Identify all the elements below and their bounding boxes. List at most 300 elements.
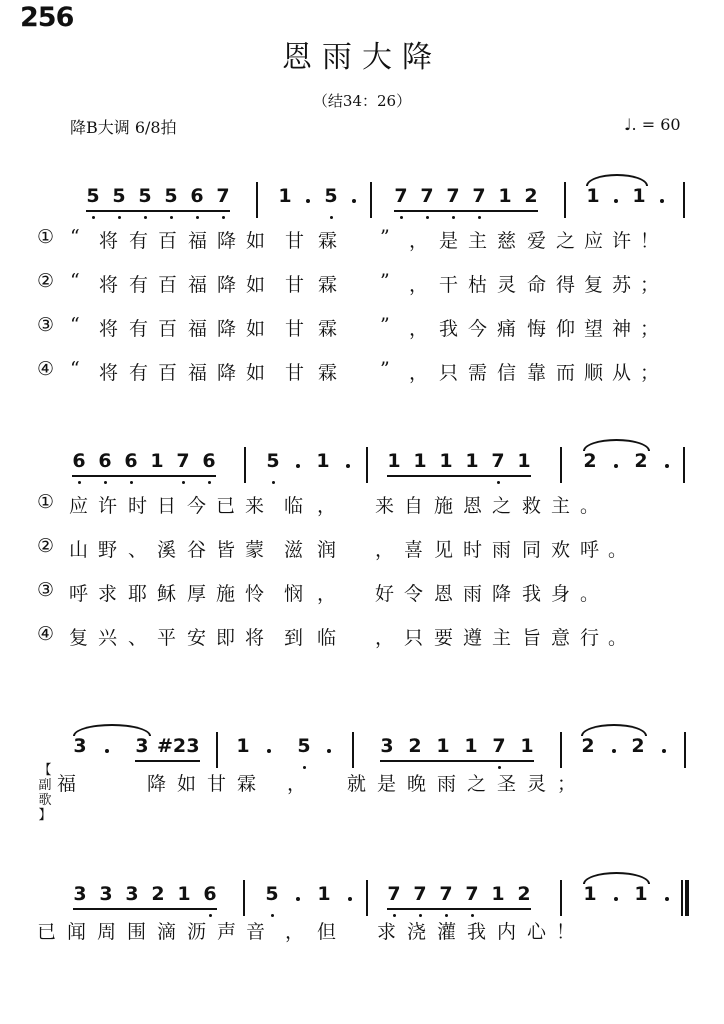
lyric-char: 霖 xyxy=(318,318,338,340)
lyric-char: 有 xyxy=(129,274,149,296)
note: 2 xyxy=(581,735,595,757)
barline xyxy=(683,447,685,483)
eighth-underline xyxy=(387,908,531,910)
lyric-char: 许 xyxy=(98,495,118,517)
lyric-char: 。 xyxy=(580,583,600,605)
lyric-char: 福 xyxy=(188,362,208,384)
lyric-char: ③ xyxy=(37,579,55,601)
lyric-char: 顺 xyxy=(584,362,604,384)
lyric-char: ④ xyxy=(37,358,55,380)
lyric-char: 厚 xyxy=(187,583,207,605)
lyric-char: 福 xyxy=(188,230,208,252)
lyric-char: 谷 xyxy=(187,539,207,561)
note: 1 xyxy=(236,735,250,757)
note: 7 xyxy=(216,185,230,207)
note: 7 xyxy=(492,735,506,757)
lyric-char: 今 xyxy=(468,318,488,340)
lyric-char: 时 xyxy=(128,495,148,517)
note: 5 xyxy=(112,185,126,207)
lyric-char: 滴 xyxy=(157,921,177,943)
lyric-char: 浇 xyxy=(407,921,427,943)
low-octave-dot xyxy=(272,481,275,484)
lyric-char: ” xyxy=(380,226,390,248)
note: 2 xyxy=(151,883,165,905)
duration-dot xyxy=(267,749,271,753)
lyric-char: 如 xyxy=(246,274,266,296)
lyric-char: ③ xyxy=(37,314,55,336)
lyric-char: 声 xyxy=(217,921,237,943)
duration-dot xyxy=(105,749,109,753)
lyric-char: 将 xyxy=(245,627,265,649)
lyric-char: 霖 xyxy=(237,773,257,795)
lyric-char: ② xyxy=(37,270,55,292)
lyric-char: 施 xyxy=(216,583,236,605)
note: #2 xyxy=(157,735,187,757)
duration-dot xyxy=(662,749,666,753)
lyric-char: “ xyxy=(70,358,80,380)
duration-dot xyxy=(660,199,664,203)
lyric-char: 我 xyxy=(467,921,487,943)
lyric-line xyxy=(37,623,697,653)
lyric-char: 得 xyxy=(556,274,576,296)
lyric-char: 霖 xyxy=(318,274,338,296)
barline xyxy=(370,182,372,218)
note: 2 xyxy=(583,450,597,472)
lyric-char: 之 xyxy=(492,495,512,517)
duration-dot xyxy=(665,464,669,468)
lyric-char: 只 xyxy=(439,362,459,384)
lyric-char: 悔 xyxy=(527,318,547,340)
note: 3 xyxy=(73,883,87,905)
refrain-label: 【 副 歌 】 xyxy=(38,763,52,823)
low-octave-dot xyxy=(104,481,107,484)
lyric-char: 欢 xyxy=(551,539,571,561)
lyric-char: 蒙 xyxy=(245,539,265,561)
lyric-char: 旨 xyxy=(522,627,542,649)
tie-arc xyxy=(583,872,650,884)
lyric-char: 行 xyxy=(580,627,600,649)
duration-dot xyxy=(327,749,331,753)
lyric-char: ， xyxy=(409,230,429,252)
lyric-char: ” xyxy=(380,314,390,336)
lyric-char: 如 xyxy=(246,230,266,252)
lyric-char: ； xyxy=(557,773,577,795)
lyric-char: 但 xyxy=(317,921,337,943)
low-octave-dot xyxy=(170,216,173,219)
lyric-char: 内 xyxy=(497,921,517,943)
lyric-char: 百 xyxy=(158,230,178,252)
hymn-number: 256 xyxy=(20,2,74,33)
lyric-line xyxy=(37,535,697,565)
lyric-char: “ xyxy=(70,270,80,292)
note: 7 xyxy=(176,450,190,472)
lyric-char: 来 xyxy=(375,495,395,517)
lyric-char: 需 xyxy=(468,362,488,384)
lyric-char: 从 xyxy=(612,362,632,384)
note: 1 xyxy=(278,185,292,207)
lyric-char: ， xyxy=(409,318,429,340)
note: 2 xyxy=(517,883,531,905)
lyric-char: 圣 xyxy=(497,773,517,795)
lyric-char: 野 xyxy=(98,539,118,561)
note: 2 xyxy=(524,185,538,207)
lyric-char: 干 xyxy=(439,274,459,296)
note: 5 xyxy=(265,883,279,905)
barline xyxy=(366,447,368,483)
lyric-char: 要 xyxy=(434,627,454,649)
note: 1 xyxy=(150,450,164,472)
lyric-char: 是 xyxy=(439,230,459,252)
note: 1 xyxy=(498,185,512,207)
lyric-char: ！ xyxy=(556,921,576,943)
lyric-char: 溪 xyxy=(157,539,177,561)
note: 1 xyxy=(465,450,479,472)
hymn-title: 恩雨大降 xyxy=(282,40,442,75)
note: 1 xyxy=(177,883,191,905)
note: 3 xyxy=(99,883,113,905)
duration-dot xyxy=(346,464,350,468)
note: 1 xyxy=(586,185,600,207)
note: 1 xyxy=(413,450,427,472)
lyric-char: 降 xyxy=(217,362,237,384)
lyric-char: ， xyxy=(317,495,337,517)
low-octave-dot xyxy=(78,481,81,484)
duration-dot xyxy=(614,199,618,203)
lyric-char: 同 xyxy=(522,539,542,561)
lyric-char: 百 xyxy=(158,362,178,384)
lyric-char: 枯 xyxy=(468,274,488,296)
lyric-char: 恩 xyxy=(434,583,454,605)
note: 1 xyxy=(436,735,450,757)
lyric-char: ① xyxy=(37,226,55,248)
lyric-char: 晚 xyxy=(407,773,427,795)
note: 2 xyxy=(634,450,648,472)
lyric-char: 日 xyxy=(157,495,177,517)
lyric-char: 应 xyxy=(69,495,89,517)
lyric-char: ， xyxy=(317,583,337,605)
duration-dot xyxy=(665,897,669,901)
note: 1 xyxy=(439,450,453,472)
note: 7 xyxy=(387,883,401,905)
final-barline-thin xyxy=(681,880,683,916)
lyric-char: 雨 xyxy=(437,773,457,795)
barline xyxy=(560,732,562,768)
lyric-char: 之 xyxy=(556,230,576,252)
lyric-char: ” xyxy=(380,270,390,292)
note: 2 xyxy=(631,735,645,757)
lyric-line xyxy=(37,314,697,344)
note: 1 xyxy=(387,450,401,472)
note: 5 xyxy=(138,185,152,207)
lyric-char: 恩 xyxy=(463,495,483,517)
note: 6 xyxy=(98,450,112,472)
lyric-char: 自 xyxy=(404,495,424,517)
eighth-underline xyxy=(73,908,217,910)
lyric-char: 已 xyxy=(37,921,57,943)
lyric-char: ② xyxy=(37,535,55,557)
lyric-char: 仰 xyxy=(556,318,576,340)
lyric-char: 将 xyxy=(99,362,119,384)
lyric-line xyxy=(37,491,697,521)
lyric-char: 雨 xyxy=(463,583,483,605)
lyric-char: 到 xyxy=(284,627,304,649)
lyric-char: 霖 xyxy=(318,230,338,252)
lyric-char: ； xyxy=(640,274,660,296)
lyric-char: 命 xyxy=(527,274,547,296)
barline xyxy=(560,447,562,483)
lyric-char: 有 xyxy=(129,318,149,340)
lyric-char: 稣 xyxy=(157,583,177,605)
lyric-char: 而 xyxy=(556,362,576,384)
lyric-char: 求 xyxy=(377,921,397,943)
lyric-char: 好 xyxy=(375,583,395,605)
lyric-char: 山 xyxy=(69,539,89,561)
note: 1 xyxy=(491,883,505,905)
lyric-char: 周 xyxy=(97,921,117,943)
note: 1 xyxy=(583,883,597,905)
low-octave-dot xyxy=(182,481,185,484)
note: 3 xyxy=(186,735,200,757)
lyric-char: 、 xyxy=(128,539,148,561)
low-octave-dot xyxy=(118,216,121,219)
barline xyxy=(244,447,246,483)
lyric-char: 心 xyxy=(527,921,547,943)
duration-dot xyxy=(296,464,300,468)
low-octave-dot xyxy=(330,216,333,219)
note: 3 xyxy=(73,735,87,757)
lyric-char: 怜 xyxy=(245,583,265,605)
lyric-char: 主 xyxy=(468,230,488,252)
low-octave-dot xyxy=(222,216,225,219)
low-octave-dot xyxy=(426,216,429,219)
lyric-char: 是 xyxy=(377,773,397,795)
lyric-line xyxy=(37,270,697,300)
lyric-char: 降 xyxy=(492,583,512,605)
eighth-underline xyxy=(86,210,230,212)
key-signature: 降B大调 6/8拍 xyxy=(70,118,177,137)
lyric-char: 如 xyxy=(246,318,266,340)
lyric-char: 施 xyxy=(434,495,454,517)
low-octave-dot xyxy=(130,481,133,484)
lyric-char: 神 xyxy=(612,318,632,340)
tie-arc xyxy=(73,724,151,736)
lyric-char: 灌 xyxy=(437,921,457,943)
low-octave-dot xyxy=(208,481,211,484)
low-octave-dot xyxy=(497,481,500,484)
lyric-char: ； xyxy=(640,362,660,384)
note: 7 xyxy=(394,185,408,207)
note: 1 xyxy=(634,883,648,905)
tie-arc xyxy=(586,174,648,186)
lyric-line xyxy=(37,579,697,609)
note: 5 xyxy=(86,185,100,207)
lyric-char: 令 xyxy=(404,583,424,605)
duration-dot xyxy=(348,897,352,901)
lyric-char: 降 xyxy=(217,318,237,340)
barline xyxy=(564,182,566,218)
note: 2 xyxy=(408,735,422,757)
lyric-char: 遵 xyxy=(463,627,483,649)
lyric-char: 痛 xyxy=(497,318,517,340)
final-barline xyxy=(685,880,689,916)
lyric-char: 甘 xyxy=(207,773,227,795)
lyric-char: 将 xyxy=(99,274,119,296)
lyric-char: 如 xyxy=(177,773,197,795)
lyric-char: 信 xyxy=(497,362,517,384)
barline xyxy=(352,732,354,768)
lyric-char: 平 xyxy=(157,627,177,649)
lyric-char: 今 xyxy=(187,495,207,517)
eighth-underline xyxy=(380,760,534,762)
lyric-char: 皆 xyxy=(216,539,236,561)
lyric-char: 望 xyxy=(584,318,604,340)
lyric-char: 临 xyxy=(284,495,304,517)
lyric-char: 复 xyxy=(69,627,89,649)
barline xyxy=(366,880,368,916)
low-octave-dot xyxy=(400,216,403,219)
lyric-char: 有 xyxy=(129,362,149,384)
eighth-underline xyxy=(72,475,216,477)
eighth-underline xyxy=(387,475,531,477)
lyric-char: 靠 xyxy=(527,362,547,384)
note: 6 xyxy=(202,450,216,472)
lyric-char: 我 xyxy=(522,583,542,605)
lyric-char: 呼 xyxy=(580,539,600,561)
lyric-char: ， xyxy=(409,362,429,384)
lyric-char: 灵 xyxy=(527,773,547,795)
lyric-char: 爱 xyxy=(527,230,547,252)
duration-dot xyxy=(614,897,618,901)
lyric-char: 。 xyxy=(580,495,600,517)
lyric-char: 救 xyxy=(522,495,542,517)
lyric-char: 降 xyxy=(147,773,167,795)
lyric-char: 时 xyxy=(463,539,483,561)
lyric-char: 霖 xyxy=(318,362,338,384)
note: 5 xyxy=(324,185,338,207)
note: 7 xyxy=(465,883,479,905)
lyric-char: 悯 xyxy=(284,583,304,605)
note: 6 xyxy=(203,883,217,905)
note: 7 xyxy=(420,185,434,207)
lyric-char: 临 xyxy=(317,627,337,649)
lyric-char: 苏 xyxy=(612,274,632,296)
lyric-char: 就 xyxy=(347,773,367,795)
low-octave-dot xyxy=(452,216,455,219)
lyric-char: 只 xyxy=(404,627,424,649)
lyric-char: 耶 xyxy=(128,583,148,605)
scripture-reference: （结34：26） xyxy=(312,92,412,110)
low-octave-dot xyxy=(196,216,199,219)
lyric-char: 润 xyxy=(317,539,337,561)
note: 5 xyxy=(164,185,178,207)
lyric-char: 身 xyxy=(551,583,571,605)
low-octave-dot xyxy=(144,216,147,219)
lyric-char: 安 xyxy=(187,627,207,649)
lyric-char: 呼 xyxy=(69,583,89,605)
lyric-char: 百 xyxy=(158,274,178,296)
lyric-char: ， xyxy=(375,627,395,649)
note: 7 xyxy=(491,450,505,472)
lyric-char: ， xyxy=(285,921,305,943)
lyric-char: 。 xyxy=(608,539,628,561)
lyric-char: 、 xyxy=(128,627,148,649)
lyric-char: 甘 xyxy=(285,362,305,384)
lyric-char: 主 xyxy=(551,495,571,517)
lyric-char: 有 xyxy=(129,230,149,252)
note: 3 xyxy=(135,735,149,757)
note: 6 xyxy=(72,450,86,472)
lyric-char: 将 xyxy=(99,318,119,340)
lyric-char: 见 xyxy=(434,539,454,561)
lyric-char: ， xyxy=(287,773,307,795)
lyric-char: 降 xyxy=(217,274,237,296)
lyric-char: 。 xyxy=(608,627,628,649)
note: 6 xyxy=(190,185,204,207)
lyric-char: 复 xyxy=(584,274,604,296)
lyric-char: 甘 xyxy=(285,274,305,296)
barline xyxy=(243,880,245,916)
note: 1 xyxy=(632,185,646,207)
lyric-char: ， xyxy=(375,539,395,561)
lyric-char: 我 xyxy=(439,318,459,340)
duration-dot xyxy=(306,199,310,203)
tie-arc xyxy=(583,439,650,451)
duration-dot xyxy=(352,199,356,203)
note: 1 xyxy=(517,450,531,472)
lyric-char: 雨 xyxy=(492,539,512,561)
lyric-char: 围 xyxy=(127,921,147,943)
note: 1 xyxy=(316,450,330,472)
barline xyxy=(683,182,685,218)
lyric-char: 将 xyxy=(99,230,119,252)
lyric-char: 来 xyxy=(245,495,265,517)
note: 3 xyxy=(380,735,394,757)
lyric-char: “ xyxy=(70,226,80,248)
lyric-char: ； xyxy=(640,318,660,340)
lyric-char: ” xyxy=(380,358,390,380)
lyric-char: 甘 xyxy=(285,230,305,252)
low-octave-dot xyxy=(92,216,95,219)
lyric-char: 福 xyxy=(188,274,208,296)
tie-arc xyxy=(581,724,647,736)
lyric-line xyxy=(37,358,697,388)
note: 7 xyxy=(472,185,486,207)
lyric-char: 之 xyxy=(467,773,487,795)
lyric-line xyxy=(37,917,697,947)
note: 3 xyxy=(125,883,139,905)
barline xyxy=(216,732,218,768)
lyric-char: 闻 xyxy=(67,921,87,943)
lyric-char: 意 xyxy=(551,627,571,649)
note: 5 xyxy=(266,450,280,472)
note: 6 xyxy=(124,450,138,472)
lyric-char: “ xyxy=(70,314,80,336)
lyric-char: 求 xyxy=(98,583,118,605)
lyric-char: 主 xyxy=(492,627,512,649)
lyric-char: 如 xyxy=(246,362,266,384)
duration-dot xyxy=(612,749,616,753)
note: 1 xyxy=(464,735,478,757)
lyric-char: ④ xyxy=(37,623,55,645)
lyric-char: 应 xyxy=(584,230,604,252)
lyric-char: 福 xyxy=(57,773,77,795)
note: 1 xyxy=(317,883,331,905)
lyric-char: 甘 xyxy=(285,318,305,340)
lyric-char: 已 xyxy=(216,495,236,517)
duration-dot xyxy=(296,897,300,901)
lyric-char: 兴 xyxy=(98,627,118,649)
lyric-char: 降 xyxy=(217,230,237,252)
